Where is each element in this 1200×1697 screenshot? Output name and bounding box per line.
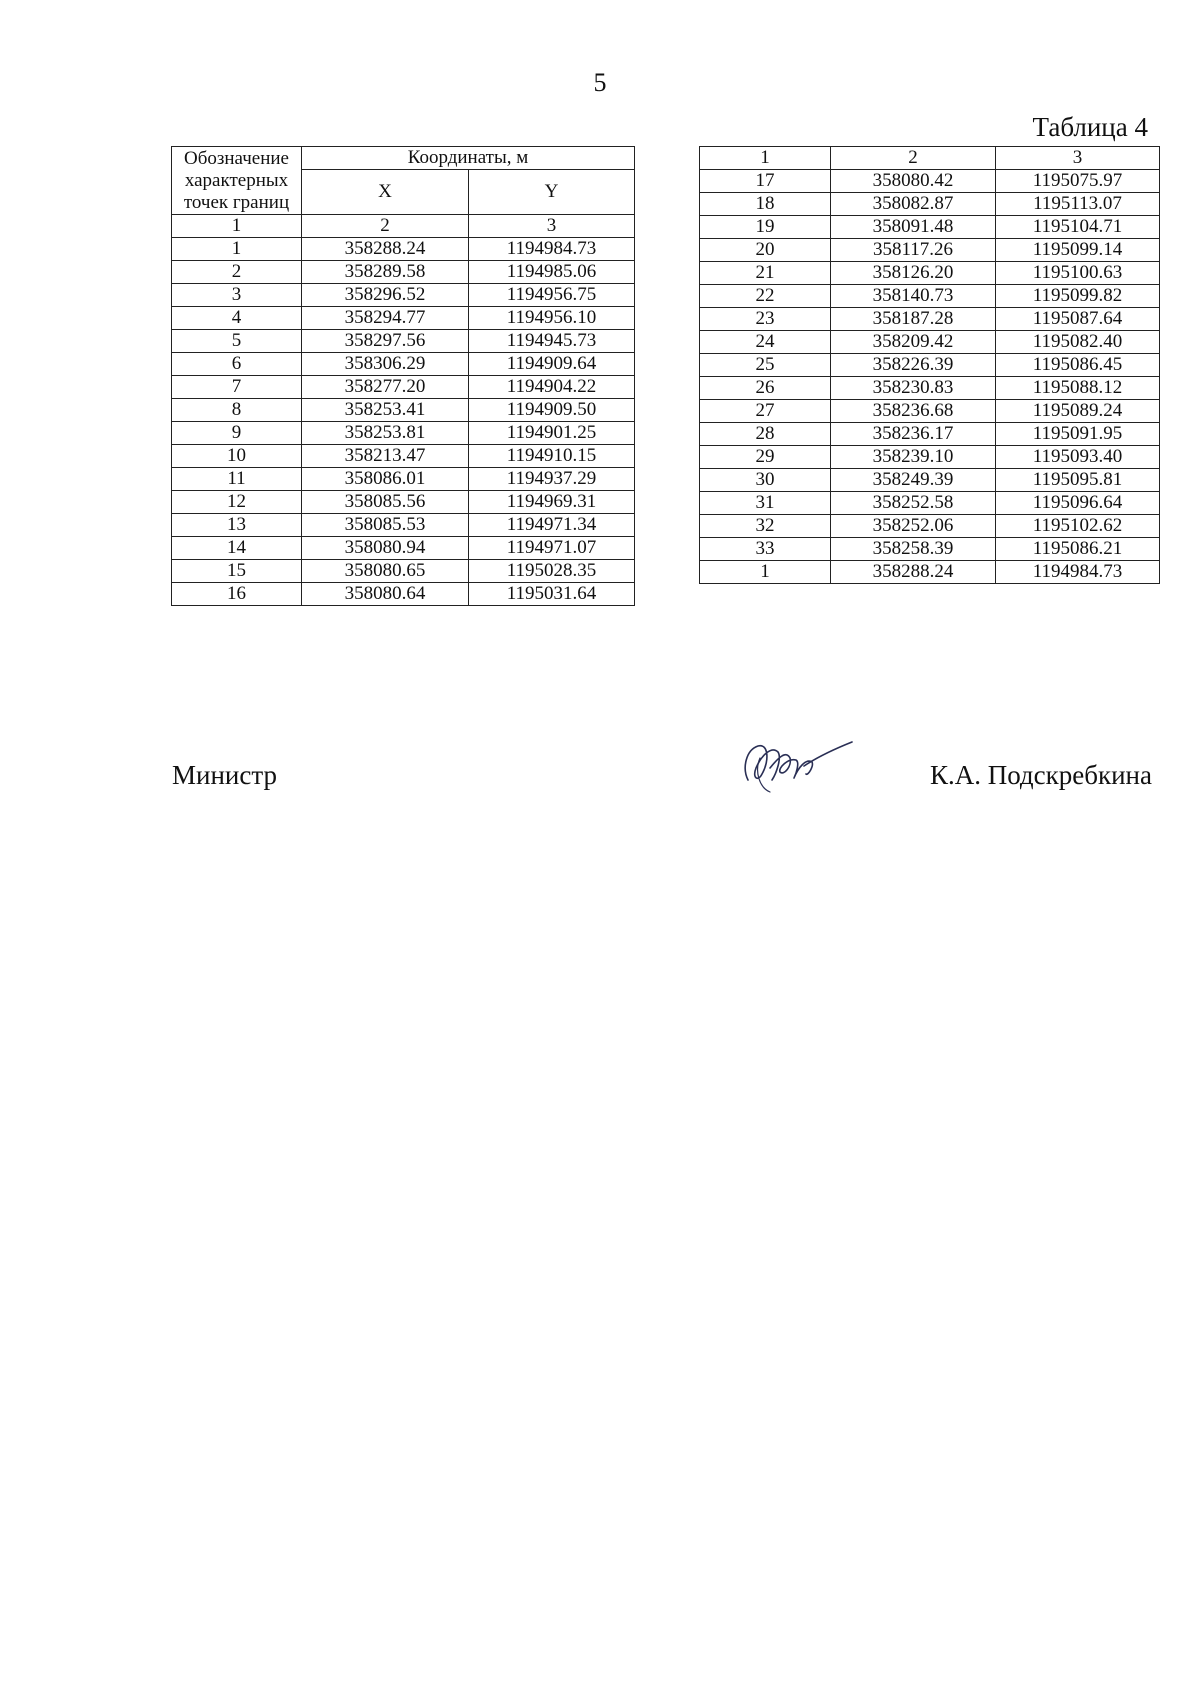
table-row xyxy=(172,261,635,284)
coord-y: 1194956.75 xyxy=(469,284,635,307)
header-points-label: Обозначение характерных точек границ xyxy=(172,147,302,215)
coord-x: 358082.87 xyxy=(831,193,996,216)
coord-y: 1195082.40 xyxy=(996,331,1160,354)
coord-x: 358252.58 xyxy=(831,492,996,515)
table-header-row xyxy=(172,147,635,170)
table-row xyxy=(172,514,635,537)
table-row xyxy=(172,399,635,422)
coord-y: 1195091.95 xyxy=(996,423,1160,446)
coord-x: 358252.06 xyxy=(831,515,996,538)
coord-x: 358288.24 xyxy=(302,238,469,261)
coord-y: 1195102.62 xyxy=(996,515,1160,538)
column-number: 2 xyxy=(302,215,469,238)
coord-x: 358126.20 xyxy=(831,262,996,285)
point-number: 31 xyxy=(700,492,831,515)
table-row xyxy=(700,469,1160,492)
point-number: 19 xyxy=(700,216,831,239)
table-row xyxy=(700,446,1160,469)
table-row xyxy=(700,515,1160,538)
table-row xyxy=(700,492,1160,515)
point-number: 1 xyxy=(172,238,302,261)
table-row xyxy=(700,331,1160,354)
column-number: 3 xyxy=(469,215,635,238)
point-number: 27 xyxy=(700,400,831,423)
coord-y: 1194901.25 xyxy=(469,422,635,445)
coord-x: 358085.56 xyxy=(302,491,469,514)
coord-x: 358187.28 xyxy=(831,308,996,331)
coord-y: 1194910.15 xyxy=(469,445,635,468)
coord-x: 358236.17 xyxy=(831,423,996,446)
column-number: 2 xyxy=(831,147,996,170)
coord-x: 358253.41 xyxy=(302,399,469,422)
coord-x: 358085.53 xyxy=(302,514,469,537)
coord-x: 358226.39 xyxy=(831,354,996,377)
table-row xyxy=(700,239,1160,262)
coord-x: 358288.24 xyxy=(831,561,996,584)
point-number: 23 xyxy=(700,308,831,331)
point-number: 25 xyxy=(700,354,831,377)
coord-y: 1195028.35 xyxy=(469,560,635,583)
point-number: 2 xyxy=(172,261,302,284)
point-number: 12 xyxy=(172,491,302,514)
coord-x: 358080.65 xyxy=(302,560,469,583)
coord-x: 358253.81 xyxy=(302,422,469,445)
point-number: 6 xyxy=(172,353,302,376)
column-number: 3 xyxy=(996,147,1160,170)
coord-y: 1194909.64 xyxy=(469,353,635,376)
point-number: 17 xyxy=(700,170,831,193)
point-number: 16 xyxy=(172,583,302,606)
coord-x: 358297.56 xyxy=(302,330,469,353)
table-row xyxy=(172,468,635,491)
coord-y: 1195104.71 xyxy=(996,216,1160,239)
coord-y: 1195113.07 xyxy=(996,193,1160,216)
table-row xyxy=(700,561,1160,584)
table-row xyxy=(700,170,1160,193)
coord-y: 1195096.64 xyxy=(996,492,1160,515)
point-number: 30 xyxy=(700,469,831,492)
table-row xyxy=(700,538,1160,561)
coord-y: 1194984.73 xyxy=(996,561,1160,584)
table-row xyxy=(700,193,1160,216)
table-row xyxy=(172,353,635,376)
point-number: 14 xyxy=(172,537,302,560)
coord-x: 358230.83 xyxy=(831,377,996,400)
table-row xyxy=(700,216,1160,239)
table-row xyxy=(172,238,635,261)
coord-y: 1195031.64 xyxy=(469,583,635,606)
table-row xyxy=(700,400,1160,423)
table-row xyxy=(172,560,635,583)
coord-x: 358091.48 xyxy=(831,216,996,239)
point-number: 22 xyxy=(700,285,831,308)
point-number: 20 xyxy=(700,239,831,262)
coord-x: 358277.20 xyxy=(302,376,469,399)
point-number: 32 xyxy=(700,515,831,538)
point-number: 24 xyxy=(700,331,831,354)
column-number: 1 xyxy=(172,215,302,238)
table-caption: Таблица 4 xyxy=(1032,112,1148,142)
point-number: 26 xyxy=(700,377,831,400)
coord-y: 1194956.10 xyxy=(469,307,635,330)
point-number: 28 xyxy=(700,423,831,446)
coord-y: 1195086.21 xyxy=(996,538,1160,561)
coord-x: 358289.58 xyxy=(302,261,469,284)
coord-x: 358249.39 xyxy=(831,469,996,492)
table-row xyxy=(172,284,635,307)
table-row xyxy=(700,423,1160,446)
coord-y: 1194969.31 xyxy=(469,491,635,514)
coord-y: 1194971.34 xyxy=(469,514,635,537)
signatory-name: К.А. Подскребкина xyxy=(929,760,1152,790)
coord-x: 358294.77 xyxy=(302,307,469,330)
point-number: 13 xyxy=(172,514,302,537)
table-row xyxy=(172,445,635,468)
column-number: 1 xyxy=(700,147,831,170)
point-number: 29 xyxy=(700,446,831,469)
coord-y: 1194909.50 xyxy=(469,399,635,422)
point-number: 8 xyxy=(172,399,302,422)
coord-x: 358236.68 xyxy=(831,400,996,423)
coord-y: 1195099.14 xyxy=(996,239,1160,262)
coord-y: 1195093.40 xyxy=(996,446,1160,469)
table-row xyxy=(700,262,1160,285)
coord-x: 358080.94 xyxy=(302,537,469,560)
page-number: 5 xyxy=(593,68,607,97)
coord-y: 1194904.22 xyxy=(469,376,635,399)
coordinates-table-left xyxy=(171,146,635,606)
point-number: 15 xyxy=(172,560,302,583)
coord-y: 1195087.64 xyxy=(996,308,1160,331)
coord-y: 1195095.81 xyxy=(996,469,1160,492)
point-number: 1 xyxy=(700,561,831,584)
coord-y: 1194971.07 xyxy=(469,537,635,560)
point-number: 4 xyxy=(172,307,302,330)
coord-y: 1195100.63 xyxy=(996,262,1160,285)
coord-x: 358213.47 xyxy=(302,445,469,468)
coord-y: 1194945.73 xyxy=(469,330,635,353)
header-x-label: X xyxy=(302,170,469,215)
point-number: 3 xyxy=(172,284,302,307)
header-y-label: Y xyxy=(469,170,635,215)
point-number: 10 xyxy=(172,445,302,468)
point-number: 9 xyxy=(172,422,302,445)
table-row xyxy=(172,583,635,606)
point-number: 11 xyxy=(172,468,302,491)
handwritten-signature xyxy=(740,728,860,798)
coord-y: 1195099.82 xyxy=(996,285,1160,308)
table-row xyxy=(700,308,1160,331)
coord-x: 358086.01 xyxy=(302,468,469,491)
coord-y: 1194984.73 xyxy=(469,238,635,261)
table-row xyxy=(172,376,635,399)
coord-x: 358209.42 xyxy=(831,331,996,354)
table-row xyxy=(700,377,1160,400)
signatory-title: Министр xyxy=(172,760,277,790)
column-number-row xyxy=(700,147,1160,170)
table-row xyxy=(700,285,1160,308)
table-row xyxy=(172,330,635,353)
coord-y: 1195086.45 xyxy=(996,354,1160,377)
table-row xyxy=(172,307,635,330)
column-number-row xyxy=(172,215,635,238)
point-number: 7 xyxy=(172,376,302,399)
table-row xyxy=(700,354,1160,377)
coord-x: 358117.26 xyxy=(831,239,996,262)
point-number: 33 xyxy=(700,538,831,561)
coordinates-table-right xyxy=(699,146,1160,584)
coord-x: 358080.64 xyxy=(302,583,469,606)
coord-x: 358140.73 xyxy=(831,285,996,308)
point-number: 21 xyxy=(700,262,831,285)
coord-x: 358080.42 xyxy=(831,170,996,193)
coord-x: 358239.10 xyxy=(831,446,996,469)
coord-y: 1194937.29 xyxy=(469,468,635,491)
coord-x: 358296.52 xyxy=(302,284,469,307)
coord-x: 358258.39 xyxy=(831,538,996,561)
point-number: 18 xyxy=(700,193,831,216)
coord-x: 358306.29 xyxy=(302,353,469,376)
table-row xyxy=(172,422,635,445)
table-row xyxy=(172,491,635,514)
point-number: 5 xyxy=(172,330,302,353)
header-coordinates-label: Координаты, м xyxy=(302,147,635,170)
coord-y: 1195088.12 xyxy=(996,377,1160,400)
table-row xyxy=(172,537,635,560)
coord-y: 1195089.24 xyxy=(996,400,1160,423)
coord-y: 1195075.97 xyxy=(996,170,1160,193)
coord-y: 1194985.06 xyxy=(469,261,635,284)
